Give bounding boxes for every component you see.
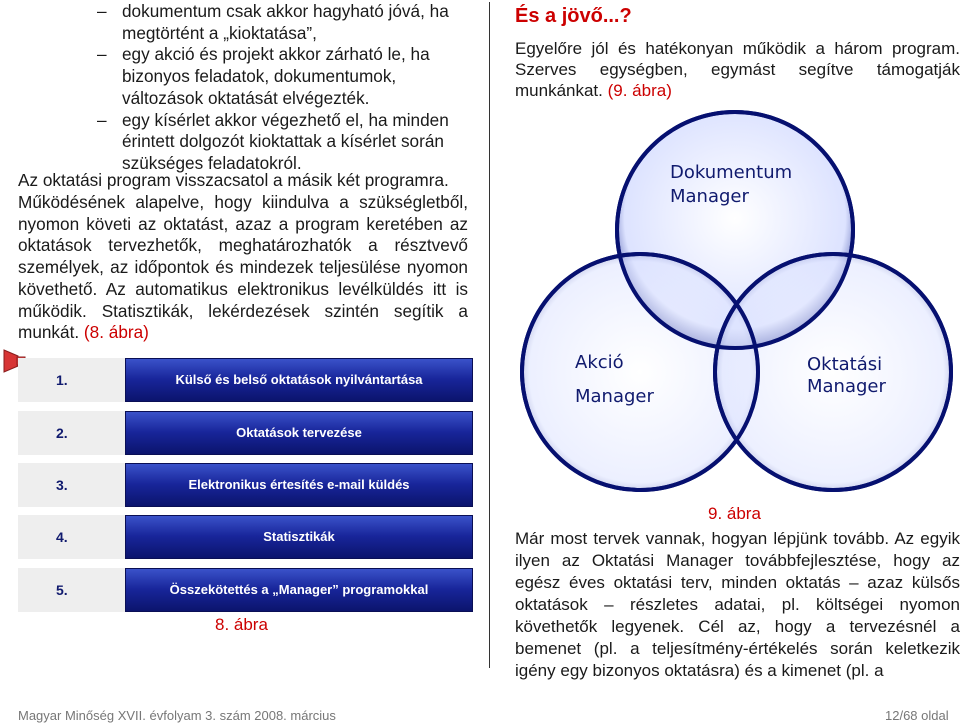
step-label: Statisztikák <box>125 515 473 559</box>
venn-label-right-2: Manager <box>807 376 886 397</box>
step-label: Elektronikus értesítés e-mail küldés <box>125 463 473 507</box>
footer-publication: Magyar Minőség XVII. évfolyam 3. szám 2008. március <box>18 708 336 723</box>
paragraph-future: Egyelőre jól és hatékonyan működik a három program. Szerves egységben, egymást segítve támogatják munkánkat. (9. ábra) <box>515 39 960 100</box>
venn-label-right-1: Oktatási <box>807 354 883 375</box>
list-item <box>18 1 468 44</box>
figure-8-caption: 8. ábra <box>215 615 268 634</box>
venn-label-left-1: Akció <box>575 352 624 373</box>
paragraph-plans: Már most tervek vannak, hogyan lépjünk tovább. Az egyik ilyen az Oktatási Manager továbbfejlesztése, hogy az egész éves oktatási terv, minden oktatás – azaz külsős oktatások – részletes adatai, pl. költségei nyomon követhetők legyenek. Cél az, hogy a tervezésnél a bemenet (pl. a teljesítmény-értékelés során keletkezik igény egy bizonyos oktatásra) és a kimenet (pl. a <box>515 529 960 680</box>
footer-page-number: 12/68 oldal <box>885 708 949 723</box>
venn-diagram <box>515 110 960 500</box>
bullet-text: egy kísérlet akkor végezhető el, ha minden érintett dolgozót kioktattak a kísérlet során szükséges feladatokról. <box>122 109 449 173</box>
dash-icon: – <box>97 109 107 130</box>
step-4 <box>18 515 473 559</box>
step-number: 1. <box>56 372 68 388</box>
column-divider <box>489 2 490 668</box>
list-item <box>18 110 468 175</box>
step-2 <box>18 411 473 455</box>
step-number: 4. <box>56 529 68 545</box>
figure-reference[interactable]: (9. ábra) <box>607 81 672 100</box>
step-number: 2. <box>56 425 68 441</box>
step-number: 3. <box>56 477 68 493</box>
paragraph-feedback: Az oktatási program visszacsatol a másik két programra. <box>18 170 449 190</box>
paragraph-principle: Működésének alapelve, hogy kiindulva a szükségletből, nyomon követi az oktatást, azaz a program keretében az oktatások tervezhetők, meghatározhatók a résztvevő személyek, az időpontok és mindezek teljesülése nyomon követhető. Az automatikus elektronikus levélküldés itt is működik. Statisztikák, lekérdezések szintén segítik a munkát. (8. ábra) <box>18 192 468 343</box>
venn-label-top-1: Dokumentum <box>670 162 793 183</box>
step-label: Oktatások tervezése <box>125 411 473 455</box>
bullet-list <box>18 1 468 175</box>
step-label: Összekötettés a „Manager” programokkal <box>125 568 473 612</box>
step-5 <box>18 568 473 612</box>
figure-reference[interactable]: (8. ábra) <box>83 322 149 343</box>
step-number: 5. <box>56 582 68 598</box>
bullet-text: egy akció és projekt akkor zárható le, ha bizonyos feladatok, dokumentumok, változások oktatását elvégezték. <box>122 44 430 108</box>
bullet-text: dokumentum csak akkor hagyható jóvá, ha megtörtént a „kioktatása”, <box>122 1 449 43</box>
step-label: Külső és belső oktatások nyilvántartása <box>125 358 473 402</box>
section-heading: És a jövő...? <box>515 5 632 27</box>
step-3 <box>18 463 473 507</box>
step-1 <box>18 358 473 402</box>
list-item <box>18 44 468 109</box>
figure-9-caption: 9. ábra <box>708 504 761 523</box>
dash-icon: – <box>97 1 107 21</box>
venn-label-left-2: Manager <box>575 386 654 407</box>
figure-8-steps <box>18 358 473 613</box>
venn-label-top-2: Manager <box>670 186 749 207</box>
dash-icon: – <box>97 44 107 65</box>
